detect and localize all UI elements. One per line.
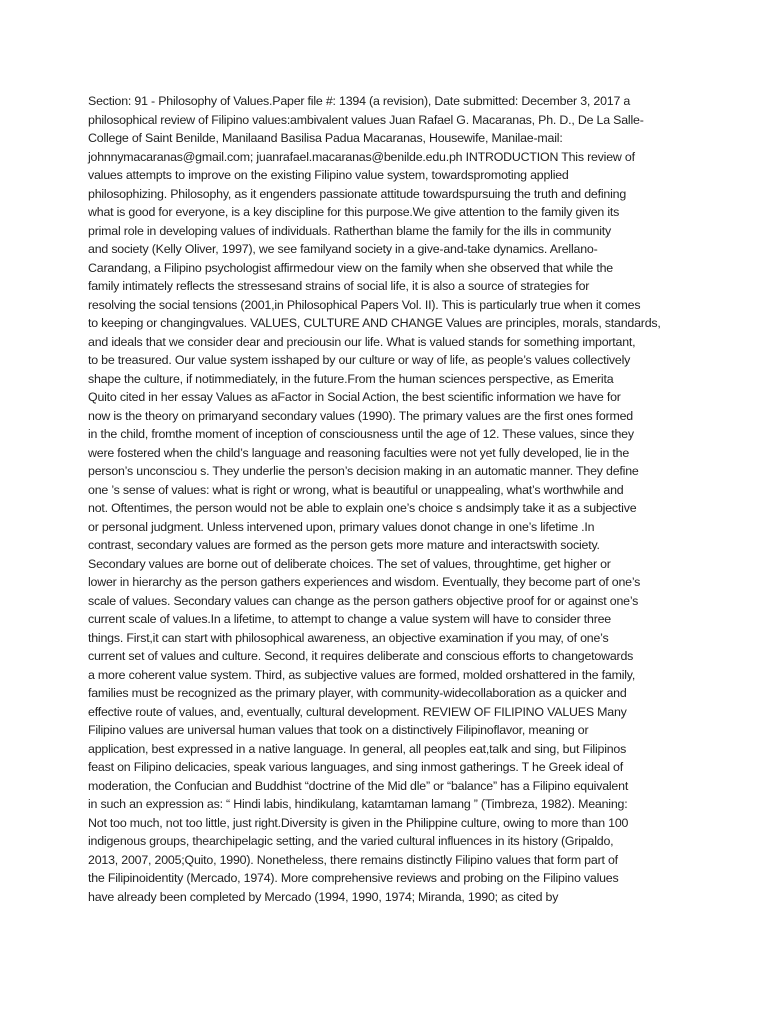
text-line: and ideals that we consider dear and preciousin our life. What is valued stands for something important,: [88, 334, 636, 349]
text-line: Carandang, a Filipino psychologist affirmedour view on the family when she observed that while the: [88, 260, 613, 275]
text-line: resolving the social tensions (2001,in Philosophical Papers Vol. II). This is particularly true when it comes: [88, 297, 641, 312]
text-line: have already been completed by Mercado (1994, 1990, 1974; Miranda, 1990; as cited by: [88, 889, 559, 904]
text-line: in such an expression as: “ Hindi labis, hindikulang, katamtaman lamang ” (Timbreza, 1982). Meaning:: [88, 797, 628, 811]
text-line: indigenous groups, thearchipelagic setting, and the varied cultural influences in its history (Gripaldo,: [88, 834, 614, 848]
text-line: one ’s sense of values: what is right or wrong, what is beautiful or unappealing, what’s worthwhile and: [88, 482, 624, 497]
text-line: Quito cited in her essay Values as aFactor in Social Action, the best scientific information we have for: [88, 390, 621, 404]
text-line: things. First,it can start with philosophical awareness, an objective examination if you may, of one’s: [88, 630, 609, 645]
text-line: 2013, 2007, 2005;Quito, 1990). Nonetheless, there remains distinctly Filipino values that form part of: [88, 852, 618, 867]
text-line: application, best expressed in a native language. In general, all peoples eat,talk and sing, but Filipinos: [88, 741, 627, 756]
text-line: Filipino values are universal human values that took on a distinctively Filipinoflavor, meaning or: [88, 723, 589, 737]
text-line: johnnymacaranas@gmail.com; juanrafael.macaranas@benilde.edu.ph INTRODUCTION This review of: [88, 149, 635, 164]
text-line: scale of values. Secondary values can change as the person gathers objective proof for or against one’s: [88, 593, 639, 608]
text-line: philosophical review of Filipino values:ambivalent values Juan Rafael G. Macaranas, Ph. D., De La Salle-: [88, 112, 644, 127]
text-line: current scale of values.In a lifetime, to attempt to change a value system will have to consider three: [88, 612, 611, 626]
text-line: primal role in developing values of individuals. Ratherthan blame the family for the ills in community: [88, 223, 611, 238]
text-line: Not too much, not too little, just right.Diversity is given in the Philippine culture, owing to more than 100: [88, 815, 629, 830]
text-line: philosophizing. Philosophy, as it engenders passionate attitude towardspursuing the truth and defining: [88, 186, 627, 201]
text-line: were fostered when the child’s language and reasoning faculties were not yet fully developed, lie in the: [88, 445, 630, 460]
text-line: to keeping or changingvalues. VALUES, CULTURE AND CHANGE Values are principles, morals, standards,: [88, 316, 661, 330]
text-line: effective route of values, and, eventually, cultural development. REVIEW OF FILIPINO VALUES Many: [88, 704, 627, 719]
text-line: what is good for everyone, is a key discipline for this purpose.We give attention to the family given its: [88, 205, 620, 219]
text-line: values attempts to improve on the existing Filipino value system, towardspromoting applied: [88, 168, 569, 182]
text-line: shape the culture, if notimmediately, in the future.From the human sciences perspective, as Emerita: [88, 371, 614, 386]
text-line: Secondary values are borne out of deliberate choices. The set of values, throughtime, get higher or: [88, 556, 611, 571]
text-line: current set of values and culture. Second, it requires deliberate and conscious efforts to changetowards: [88, 649, 634, 663]
text-line: lower in hierarchy as the person gathers experiences and wisdom. Eventually, they become part of one’s: [88, 575, 641, 589]
text-line: moderation, the Confucian and Buddhist “doctrine of the Mid dle” or “balance” has a Filipino equivalent: [88, 778, 629, 793]
text-line: the Filipinoidentity (Mercado, 1974). More comprehensive reviews and probing on the Filipino values: [88, 871, 619, 885]
text-line: now is the theory on primaryand secondary values (1990). The primary values are the first ones formed: [88, 408, 633, 423]
text-line: families must be recognized as the primary player, with community-widecollaboration as a quicker and: [88, 686, 627, 700]
text-line: College of Saint Benilde, Manilaand Basilisa Padua Macaranas, Housewife, Manilae-mail:: [88, 131, 563, 145]
text-line: and society (Kelly Oliver, 1997), we see familyand society in a give-and-take dynamics. Arellano-: [88, 242, 598, 256]
text-line: in the child, fromthe moment of inception of consciousness until the age of 12. These values, since they: [88, 427, 634, 441]
text-line: feast on Filipino delicacies, speak various languages, and sing inmost gatherings. T he Greek ideal of: [88, 760, 623, 774]
text-line: or personal judgment. Unless intervened upon, primary values donot change in one’s lifetime .In: [88, 519, 595, 534]
text-line: family intimately reflects the stressesand strains of social life, it is also a source of strategies for: [88, 279, 590, 293]
text-line: person’s unconsciou s. They underlie the person’s decision making in an automatic manner. They define: [88, 464, 639, 478]
document-page: [88, 92, 686, 906]
text-line: not. Oftentimes, the person would not be able to explain one’s choice s andsimply take it as a subjective: [88, 501, 637, 515]
text-line: a more coherent value system. Third, as subjective values are formed, molded orshattered in the family,: [88, 667, 636, 682]
text-line: to be treasured. Our value system isshaped by our culture or way of life, as people’s values collectively: [88, 353, 631, 367]
text-line: contrast, secondary values are formed as the person gets more mature and interactswith society.: [88, 538, 600, 552]
text-line: Section: 91 - Philosophy of Values.Paper file #: 1394 (a revision), Date submitted: December 3, 2017 a: [88, 94, 631, 108]
